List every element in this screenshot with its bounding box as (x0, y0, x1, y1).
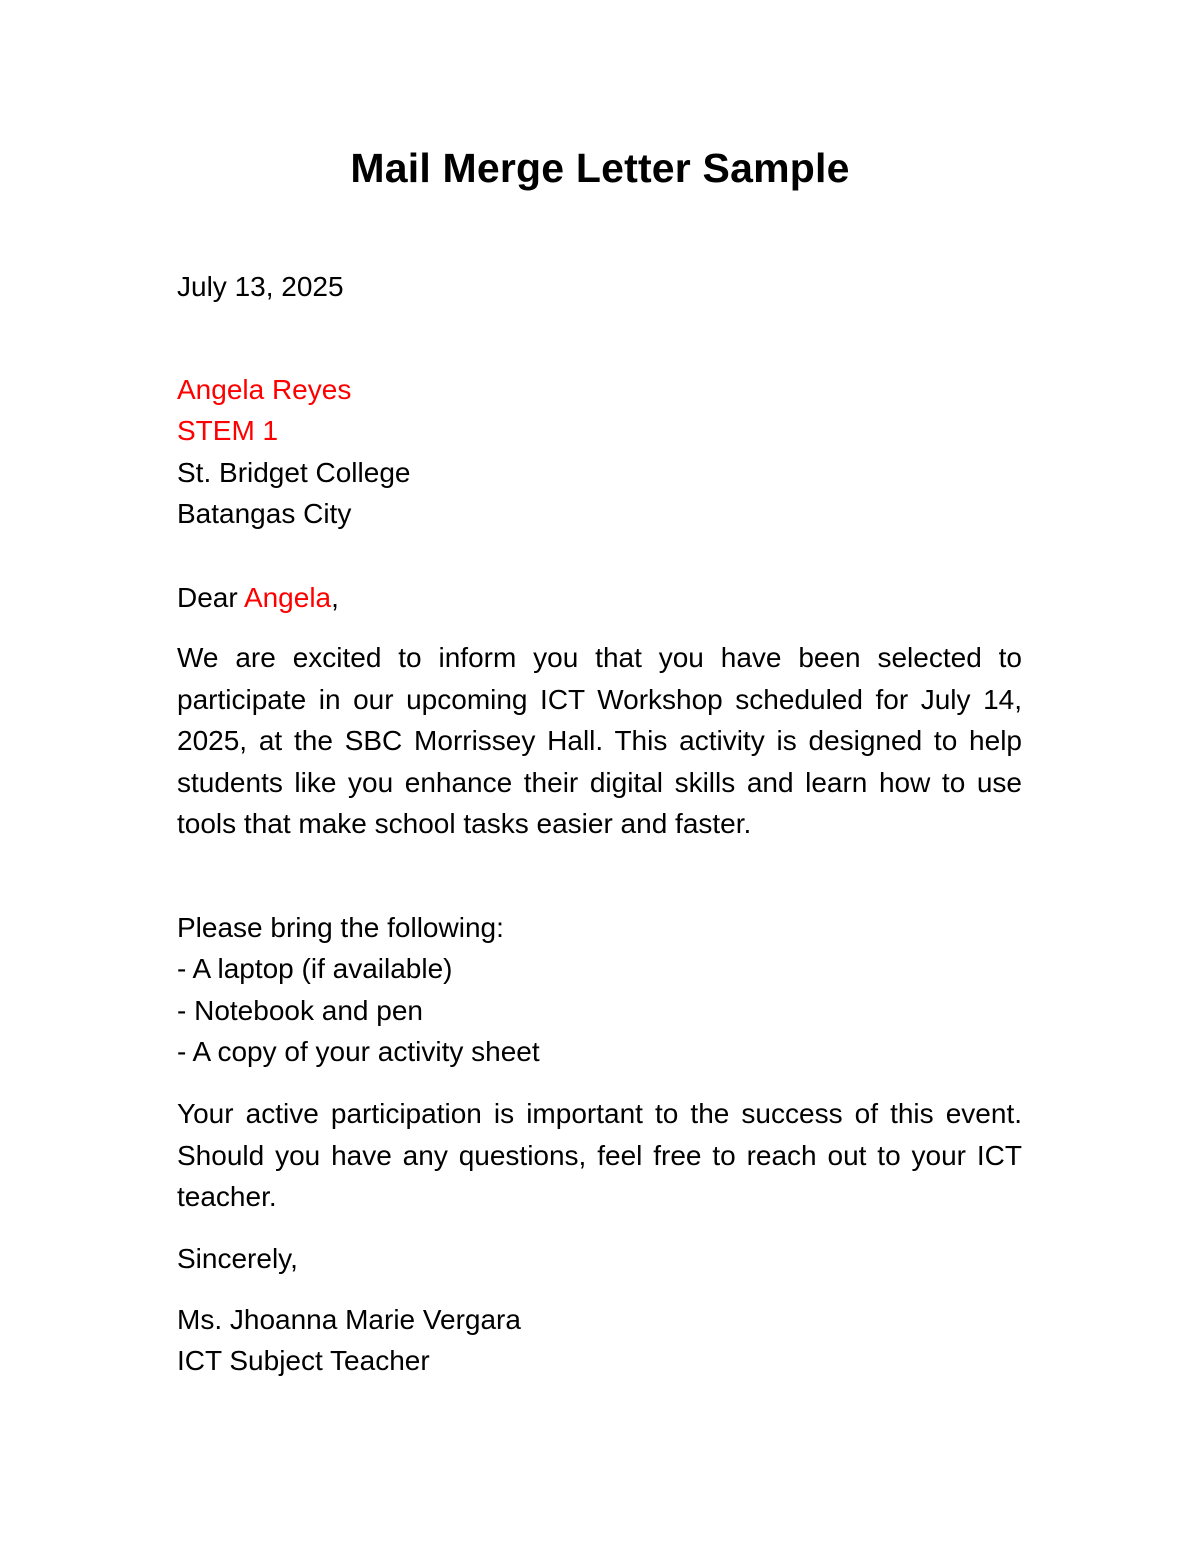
bring-item: - A copy of your activity sheet (177, 1036, 540, 1067)
body-paragraph-2: Your active participation is important to the success of this event. Should you have any questions, feel free to reach out to your ICT teacher. (177, 1098, 1022, 1213)
bring-item: - Notebook and pen (177, 995, 423, 1026)
bring-item: - A laptop (if available) (177, 953, 453, 984)
body-paragraph-1: We are excited to inform you that you have been selected to participate in our upcoming ICT Workshop scheduled for July 14, 2025, at the SBC Morrissey Hall. This activity is designed to help students like you enhance their digital skills and learn how to use tools that make school tasks easier and faster. (177, 642, 1022, 840)
recipient-section-merge-field: STEM 1 (177, 415, 279, 446)
recipient-school: St. Bridget College (177, 457, 411, 488)
salutation (177, 580, 339, 616)
letter-date: July 13, 2025 (177, 271, 344, 302)
letter-title: Mail Merge Letter Sample (350, 145, 850, 191)
salutation-first-name-merge-field: Angela (243, 582, 332, 613)
recipient-name-merge-field: Angela Reyes (177, 374, 352, 405)
signature-position: ICT Subject Teacher (177, 1345, 430, 1376)
signature-name: Ms. Jhoanna Marie Vergara (177, 1304, 521, 1335)
recipient-city: Batangas City (177, 498, 352, 529)
salutation-prefix: Dear (177, 582, 244, 613)
closing: Sincerely, (177, 1243, 298, 1274)
bring-intro: Please bring the following: (177, 912, 504, 943)
salutation-suffix: , (331, 582, 339, 613)
